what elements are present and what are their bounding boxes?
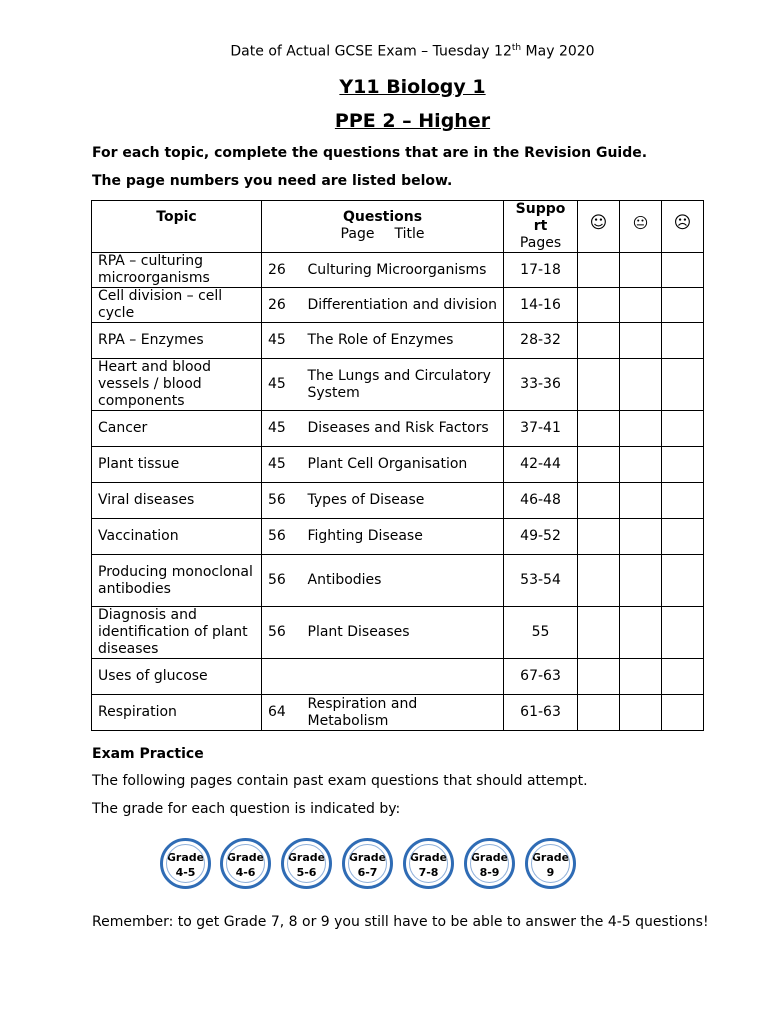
rating-sad-cell[interactable] [662,447,704,483]
table-row [92,359,704,411]
page-cell: 26 [262,288,304,323]
rating-neutral-cell[interactable] [620,359,662,411]
topic-cell: Cancer [92,411,262,447]
reminder-text: Remember: to get Grade 7, 8 or 9 you still have to be able to answer the 4-5 questions! [92,914,709,930]
grade-badge-label: Grade [226,851,265,864]
rating-sad-cell[interactable] [662,288,704,323]
title-cell: The Lungs and Circulatory System [304,359,504,411]
sad-face-icon: ☹ [662,201,704,253]
grade-badge [160,838,211,889]
rating-neutral-cell[interactable] [620,483,662,519]
support-pages-cell: 42-44 [504,447,578,483]
support-pages-cell: 53-54 [504,555,578,607]
table-row [92,483,704,519]
grade-badge-label: Grade [166,851,205,864]
page-cell: 56 [262,519,304,555]
support-pages-cell: 49-52 [504,519,578,555]
grade-badge-range: 9 [546,866,555,879]
table-row [92,695,704,731]
page-cell: 45 [262,411,304,447]
title-cell: Antibodies [304,555,504,607]
rating-sad-cell[interactable] [662,659,704,695]
rating-sad-cell[interactable] [662,519,704,555]
table-row [92,519,704,555]
header-support-pages: Suppo rt Pages [504,201,578,253]
table-row [92,659,704,695]
rating-neutral-cell[interactable] [620,695,662,731]
page-cell: 56 [262,607,304,659]
topic-cell: Plant tissue [92,447,262,483]
rating-happy-cell[interactable] [578,447,620,483]
support-pages-cell: 61-63 [504,695,578,731]
page-cell: 45 [262,323,304,359]
table-row [92,555,704,607]
header-topic: Topic [92,201,262,253]
rating-sad-cell[interactable] [662,483,704,519]
exam-practice-heading: Exam Practice [92,746,204,762]
title-cell: Types of Disease [304,483,504,519]
rating-sad-cell[interactable] [662,359,704,411]
rating-happy-cell[interactable] [578,555,620,607]
title-cell: Differentiation and division [304,288,504,323]
grade-badge [464,838,515,889]
support-pages-cell: 67-63 [504,659,578,695]
grade-badge-range: 7-8 [418,866,439,879]
topic-cell: Vaccination [92,519,262,555]
header-title: Title [394,226,425,242]
topic-cell: RPA – Enzymes [92,323,262,359]
table-row [92,607,704,659]
grade-badge-range: 4-6 [235,866,256,879]
instruction-line-2: The page numbers you need are listed below. [92,173,453,189]
topic-cell: Producing monoclonal antibodies [92,555,262,607]
rating-neutral-cell[interactable] [620,519,662,555]
topic-cell: Diagnosis and identification of plant diseases [92,607,262,659]
exam-practice-line-2: The grade for each question is indicated by: [92,801,401,817]
page-title: Y11 Biology 1 [339,76,486,98]
neutral-face-icon: 😐 [620,201,662,253]
happy-face-icon: ☺ [578,201,620,253]
rating-happy-cell[interactable] [578,483,620,519]
rating-happy-cell[interactable] [578,519,620,555]
rating-neutral-cell[interactable] [620,555,662,607]
grade-badge-label: Grade [409,851,448,864]
rating-neutral-cell[interactable] [620,659,662,695]
support-pages-cell: 55 [504,607,578,659]
title-cell: The Role of Enzymes [304,323,504,359]
grade-badge-range: 8-9 [479,866,500,879]
rating-happy-cell[interactable] [578,411,620,447]
rating-sad-cell[interactable] [662,695,704,731]
rating-neutral-cell[interactable] [620,607,662,659]
support-pages-cell: 46-48 [504,483,578,519]
topic-cell: RPA – culturing microorganisms [92,253,262,288]
rating-happy-cell[interactable] [578,359,620,411]
title-cell: Fighting Disease [304,519,504,555]
grade-badge [281,838,332,889]
rating-happy-cell[interactable] [578,253,620,288]
rating-sad-cell[interactable] [662,607,704,659]
table-row [92,288,704,323]
page-cell: 56 [262,483,304,519]
support-pages-cell: 17-18 [504,253,578,288]
rating-sad-cell[interactable] [662,411,704,447]
instruction-line-1: For each topic, complete the questions that are in the Revision Guide. [92,145,648,161]
table-row [92,411,704,447]
support-pages-cell: 33-36 [504,359,578,411]
header-page: Page [340,226,375,242]
rating-happy-cell[interactable] [578,288,620,323]
rating-sad-cell[interactable] [662,323,704,359]
grade-badge-label: Grade [348,851,387,864]
rating-sad-cell[interactable] [662,555,704,607]
header-questions: Questions Page Title [262,201,504,253]
support-pages-cell: 37-41 [504,411,578,447]
title-cell [304,659,504,695]
rating-happy-cell[interactable] [578,659,620,695]
support-pages-cell: 28-32 [504,323,578,359]
support-pages-cell: 14-16 [504,288,578,323]
title-cell: Respiration and Metabolism [304,695,504,731]
grade-badge-range: 4-5 [175,866,196,879]
grade-badge [403,838,454,889]
grade-badge-range: 6-7 [357,866,378,879]
grade-badge [525,838,576,889]
rating-happy-cell[interactable] [578,607,620,659]
rating-neutral-cell[interactable] [620,411,662,447]
table-row [92,323,704,359]
page-cell: 45 [262,447,304,483]
rating-neutral-cell[interactable] [620,288,662,323]
exam-date-line: Date of Actual GCSE Exam – Tuesday 12th May 2020 [230,43,595,60]
title-cell: Culturing Microorganisms [304,253,504,288]
grade-badge [342,838,393,889]
grade-badge-label: Grade [531,851,570,864]
topic-cell: Uses of glucose [92,659,262,695]
title-cell: Plant Cell Organisation [304,447,504,483]
topic-cell: Viral diseases [92,483,262,519]
rating-happy-cell[interactable] [578,695,620,731]
grade-badge-range: 5-6 [296,866,317,879]
table-row [92,447,704,483]
grade-badge-label: Grade [470,851,509,864]
grade-badge [220,838,271,889]
title-cell: Plant Diseases [304,607,504,659]
topic-cell: Cell division – cell cycle [92,288,262,323]
page-cell: 45 [262,359,304,411]
page-cell [262,659,304,695]
topic-cell: Respiration [92,695,262,731]
title-cell: Diseases and Risk Factors [304,411,504,447]
page-cell: 56 [262,555,304,607]
exam-practice-line-1: The following pages contain past exam questions that should attempt. [92,773,588,789]
revision-table [91,200,704,731]
page-cell: 26 [262,253,304,288]
rating-neutral-cell[interactable] [620,253,662,288]
rating-sad-cell[interactable] [662,253,704,288]
rating-neutral-cell[interactable] [620,447,662,483]
rating-happy-cell[interactable] [578,323,620,359]
rating-neutral-cell[interactable] [620,323,662,359]
table-row [92,253,704,288]
grade-badge-label: Grade [287,851,326,864]
topic-cell: Heart and blood vessels / blood components [92,359,262,411]
page-subtitle: PPE 2 – Higher [334,110,491,132]
page-cell: 64 [262,695,304,731]
